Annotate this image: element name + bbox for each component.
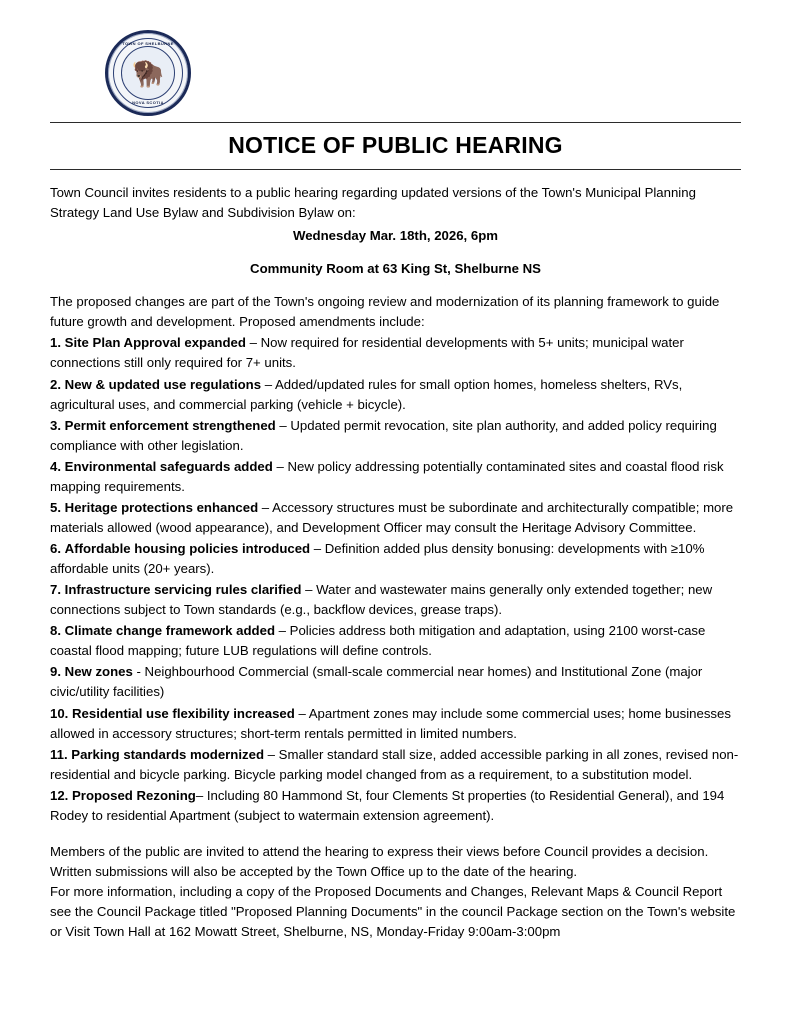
- amendment-heading-12: Proposed Rezoning: [72, 787, 196, 803]
- amendment-number-2: 2.: [50, 376, 61, 392]
- amendment-heading-4: Environmental safeguards added: [64, 458, 273, 474]
- amendment-heading-9: New zones: [64, 664, 133, 680]
- amendment-heading-10: Residential use flexibility increased: [72, 705, 295, 721]
- closing-paragraph-1: Members of the public are invited to attend the hearing to express their views before Council provides a decision. Written submissions will also be accepted by the Town Office up to the date of the hearing.: [50, 843, 709, 879]
- amendment-number-8: 8.: [50, 623, 61, 639]
- amendment-number-4: 4.: [50, 458, 61, 474]
- amendment-item-6: [50, 539, 741, 579]
- amendment-item-1: [50, 333, 741, 373]
- amendment-text-10: – Apartment zones may include some commercial uses; home businesses allowed in accessory structures; short-term rentals permitted in limited numbers.: [50, 705, 731, 741]
- amendment-item-4: [50, 457, 741, 497]
- closing-paragraph-2: For more information, including a copy of the Proposed Documents and Changes, Relevant Maps & Council Report see the Council Package titled "Proposed Planning Documents" in the council Package section on the Town's website or Visit Town Hall at 162 Mowatt Street, Shelburne, NS, Monday-Friday 9:00am-3:00pm: [50, 884, 736, 940]
- amendment-text-8: – Policies address both mitigation and adaptation, using 2100 worst-case coastal flood mapping; future LUB regulations will define controls.: [50, 623, 706, 659]
- amendment-number-12: 12.: [50, 787, 69, 803]
- lead-paragraph: The proposed changes are part of the Town's ongoing review and modernization of its planning framework to guide future growth and development. Proposed amendments include:: [50, 294, 720, 330]
- amendment-item-5: [50, 498, 741, 538]
- amendment-text-5: – Accessory structures must be subordinate and architecturally compatible; more materials allowed (wood appearance), and Development Officer may consult the Heritage Advisory Committee.: [50, 499, 734, 535]
- amendment-number-9: 9.: [50, 664, 61, 680]
- town-crest-icon: [105, 30, 191, 116]
- page-title: NOTICE OF PUBLIC HEARING: [228, 132, 563, 158]
- amendment-text-11: – Smaller standard stall size, added accessible parking in all zones, revised non-residential and bicycle parking. Bicycle parking model changed from as a requirement, to a substitution model.: [50, 746, 739, 782]
- amendment-item-8: [50, 621, 741, 661]
- amendment-item-9: [50, 662, 741, 702]
- amendment-item-2: [50, 375, 741, 415]
- amendment-text-1: – Now required for residential developments with 5+ units; municipal water connections still only required for 7+ units.: [50, 335, 684, 371]
- amendment-heading-3: Permit enforcement strengthened: [64, 417, 276, 433]
- amendment-item-11: [50, 745, 741, 785]
- amendment-heading-11: Parking standards modernized: [71, 746, 265, 762]
- amendment-number-6: 6.: [50, 541, 61, 556]
- hearing-datetime: Wednesday Mar. 18th, 2026, 6pm: [293, 228, 498, 244]
- amendment-number-5: 5.: [50, 499, 61, 515]
- amendment-item-10: [50, 704, 741, 744]
- amendment-text-6: – Definition added plus density bonusing: developments with ≥10% affordable units (20+ years).: [50, 541, 705, 577]
- crest-bottom-text: NOVA SCOTIA: [132, 100, 164, 105]
- moose-emblem-icon: 🦬: [131, 58, 165, 88]
- amendment-text-9: - Neighbourhood Commercial (small-scale commercial near homes) and Institutional Zone (major civic/utility facilities): [50, 664, 703, 700]
- crest-top-text: TOWN OF SHELBURNE: [122, 41, 174, 46]
- amendment-heading-2: New & updated use regulations: [64, 376, 262, 392]
- closing-spacer: [50, 826, 741, 842]
- amendment-heading-5: Heritage protections enhanced: [64, 499, 259, 515]
- amendment-heading-6: Affordable housing policies introduced: [64, 541, 311, 556]
- amendment-heading-1: Site Plan Approval expanded: [64, 335, 246, 351]
- amendment-number-7: 7.: [50, 582, 61, 598]
- amendment-item-3: [50, 416, 741, 456]
- hearing-location: Community Room at 63 King St, Shelburne NS: [250, 261, 541, 277]
- amendment-number-11: 11.: [50, 746, 68, 762]
- amendment-text-3: – Updated permit revocation, site plan authority, and added policy requiring compliance with other legislation.: [50, 417, 717, 453]
- amendment-item-7: [50, 580, 741, 620]
- amendment-text-4: – New policy addressing potentially contaminated sites and coastal flood risk mapping requirements.: [50, 458, 724, 494]
- amendment-text-7: – Water and wastewater mains generally only extended together; new connections subject to Town standards (e.g., backflow devices, grease traps).: [50, 582, 713, 618]
- amendment-text-2: – Added/updated rules for small option homes, homeless shelters, RVs, agricultural uses, and commercial parking (vehicle + bicycle).: [50, 376, 683, 412]
- intro-paragraph: Town Council invites residents to a public hearing regarding updated versions of the Town's Municipal Planning Strategy Land Use Bylaw and Subdivision Bylaw on:: [50, 185, 696, 221]
- amendment-number-10: 10.: [50, 705, 69, 721]
- amendment-heading-7: Infrastructure servicing rules clarified: [64, 582, 302, 598]
- amendment-text-12: – Including 80 Hammond St, four Clements St properties (to Residential General), and 194 Rodey to residential Apartment (subject to watermain extension agreement).: [50, 787, 725, 823]
- amendment-number-1: 1.: [50, 335, 61, 351]
- document-body: [50, 183, 741, 942]
- amendment-heading-8: Climate change framework added: [64, 623, 276, 639]
- amendment-item-12: [50, 786, 741, 826]
- title-divider: [50, 169, 741, 170]
- logo-container: [50, 30, 741, 116]
- amendment-number-3: 3.: [50, 417, 61, 433]
